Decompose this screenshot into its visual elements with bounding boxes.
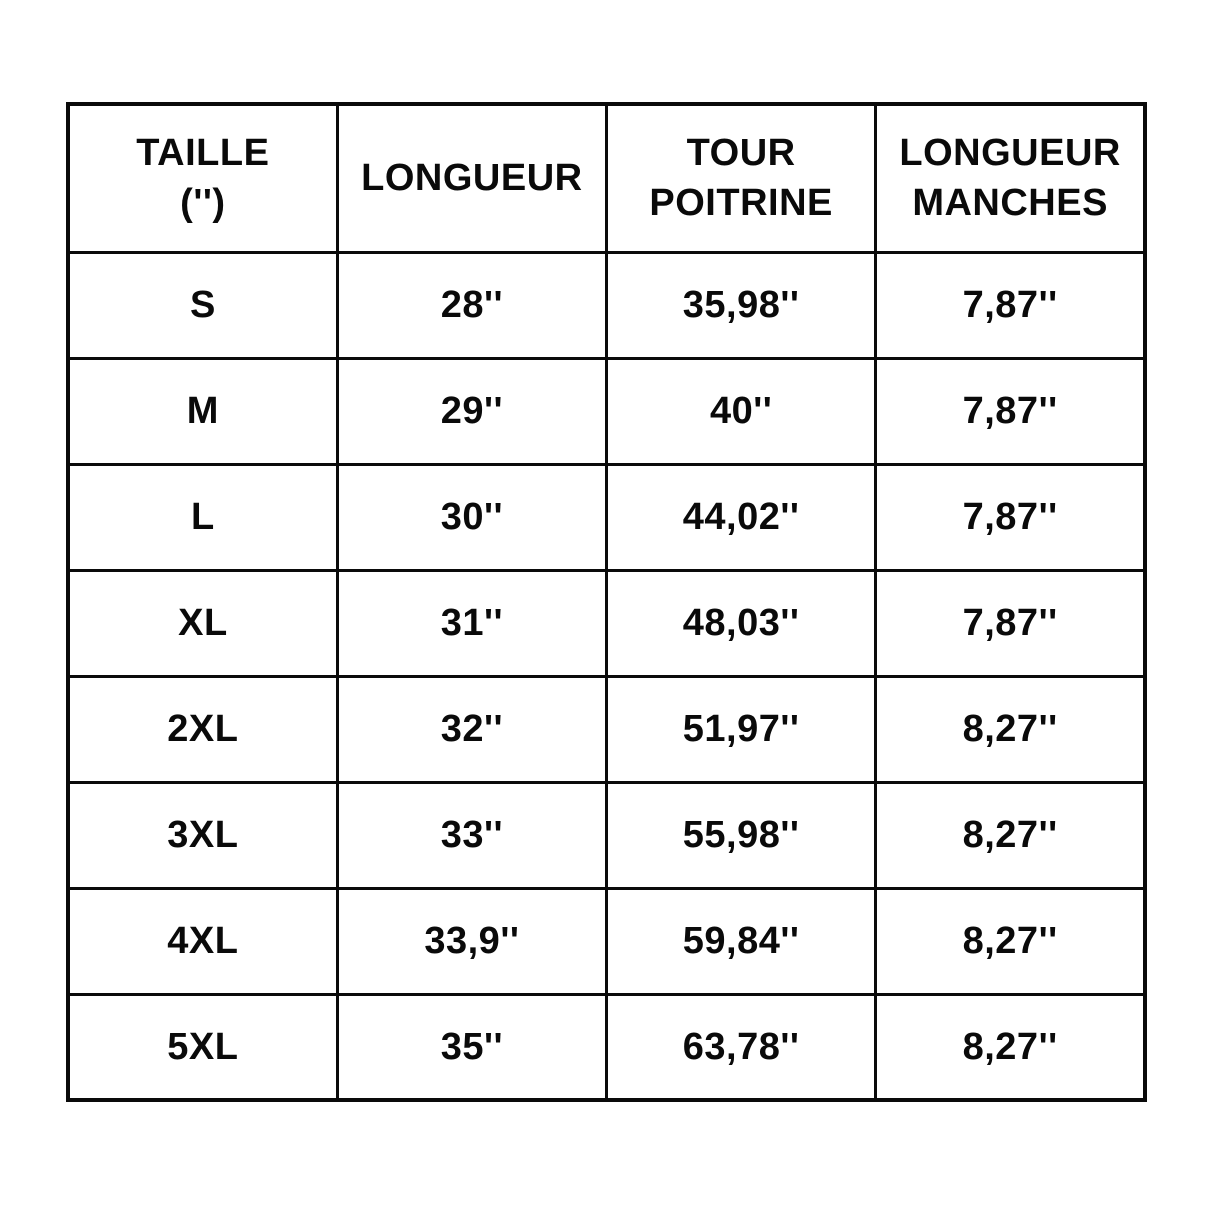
column-header-longueur-manches-line1: LONGUEUR bbox=[899, 132, 1121, 175]
size-value: 5XL bbox=[167, 1025, 239, 1068]
longueur-manches-value: 8,27'' bbox=[962, 814, 1058, 856]
tour-poitrine-cell bbox=[607, 994, 876, 1100]
size-cell bbox=[68, 358, 337, 464]
size-value: 2XL bbox=[167, 708, 239, 750]
longueur-manches-value: 7,87'' bbox=[962, 496, 1058, 538]
table-row-xl bbox=[68, 570, 1145, 676]
column-header-tour-poitrine-line1: TOUR bbox=[686, 132, 796, 175]
size-cell bbox=[68, 994, 337, 1100]
column-header-taille bbox=[68, 104, 337, 252]
longueur-manches-cell bbox=[876, 570, 1145, 676]
longueur-cell bbox=[337, 464, 606, 570]
tour-poitrine-value: 40'' bbox=[709, 390, 773, 432]
column-header-longueur bbox=[337, 104, 606, 252]
column-header-longueur-manches-line2: MANCHES bbox=[912, 182, 1108, 225]
longueur-cell bbox=[337, 570, 606, 676]
longueur-manches-cell bbox=[876, 358, 1145, 464]
tour-poitrine-value: 48,03'' bbox=[682, 602, 800, 644]
size-value: L bbox=[191, 496, 215, 538]
tour-poitrine-value: 51,97'' bbox=[682, 708, 800, 750]
size-value: 3XL bbox=[167, 814, 239, 856]
tour-poitrine-cell bbox=[607, 252, 876, 358]
table-row-l bbox=[68, 464, 1145, 570]
longueur-manches-cell bbox=[876, 252, 1145, 358]
longueur-value: 31'' bbox=[440, 602, 504, 644]
longueur-value: 28'' bbox=[440, 284, 504, 326]
tour-poitrine-value: 35,98'' bbox=[682, 284, 800, 326]
longueur-manches-value: 7,87'' bbox=[962, 602, 1058, 644]
size-cell bbox=[68, 252, 337, 358]
size-chart-table bbox=[66, 102, 1147, 1102]
longueur-cell bbox=[337, 888, 606, 994]
size-value: M bbox=[186, 390, 219, 432]
longueur-manches-value: 8,27'' bbox=[962, 1025, 1058, 1068]
tour-poitrine-value: 55,98'' bbox=[682, 814, 800, 856]
longueur-value: 29'' bbox=[440, 390, 504, 432]
table-row-s bbox=[68, 252, 1145, 358]
header-row bbox=[68, 104, 1145, 252]
longueur-manches-value: 7,87'' bbox=[962, 390, 1058, 432]
longueur-value: 32'' bbox=[440, 708, 504, 750]
column-header-tour-poitrine-line2: POITRINE bbox=[649, 182, 833, 225]
table-row-4xl bbox=[68, 888, 1145, 994]
longueur-manches-value: 7,87'' bbox=[962, 284, 1058, 326]
size-cell bbox=[68, 676, 337, 782]
longueur-cell bbox=[337, 252, 606, 358]
longueur-manches-cell bbox=[876, 676, 1145, 782]
longueur-cell bbox=[337, 994, 606, 1100]
longueur-manches-cell bbox=[876, 782, 1145, 888]
column-header-longueur-line1: LONGUEUR bbox=[361, 157, 583, 200]
size-value: S bbox=[189, 284, 216, 326]
tour-poitrine-cell bbox=[607, 464, 876, 570]
size-value: XL bbox=[178, 602, 228, 644]
longueur-value: 33'' bbox=[440, 814, 504, 856]
longueur-value: 30'' bbox=[440, 496, 504, 538]
tour-poitrine-cell bbox=[607, 358, 876, 464]
table-row-m bbox=[68, 358, 1145, 464]
longueur-value: 35'' bbox=[440, 1025, 504, 1068]
column-header-longueur-manches bbox=[876, 104, 1145, 252]
tour-poitrine-cell bbox=[607, 888, 876, 994]
size-cell bbox=[68, 570, 337, 676]
tour-poitrine-value: 59,84'' bbox=[682, 920, 800, 962]
size-cell bbox=[68, 888, 337, 994]
longueur-cell bbox=[337, 676, 606, 782]
longueur-cell bbox=[337, 358, 606, 464]
tour-poitrine-value: 44,02'' bbox=[682, 496, 800, 538]
longueur-manches-value: 8,27'' bbox=[962, 708, 1058, 750]
tour-poitrine-cell bbox=[607, 570, 876, 676]
longueur-manches-value: 8,27'' bbox=[962, 920, 1058, 962]
column-header-tour-poitrine bbox=[607, 104, 876, 252]
table-row-5xl bbox=[68, 994, 1145, 1100]
longueur-manches-cell bbox=[876, 464, 1145, 570]
size-cell bbox=[68, 782, 337, 888]
column-header-taille-line1: TAILLE bbox=[136, 132, 270, 175]
size-cell bbox=[68, 464, 337, 570]
table-row-3xl bbox=[68, 782, 1145, 888]
size-value: 4XL bbox=[167, 920, 239, 962]
tour-poitrine-value: 63,78'' bbox=[682, 1025, 800, 1068]
longueur-manches-cell bbox=[876, 888, 1145, 994]
longueur-value: 33,9'' bbox=[424, 920, 520, 962]
size-chart bbox=[66, 102, 1147, 1102]
column-header-taille-line2: ('') bbox=[180, 182, 226, 225]
longueur-cell bbox=[337, 782, 606, 888]
tour-poitrine-cell bbox=[607, 782, 876, 888]
longueur-manches-cell bbox=[876, 994, 1145, 1100]
table-row-2xl bbox=[68, 676, 1145, 782]
tour-poitrine-cell bbox=[607, 676, 876, 782]
